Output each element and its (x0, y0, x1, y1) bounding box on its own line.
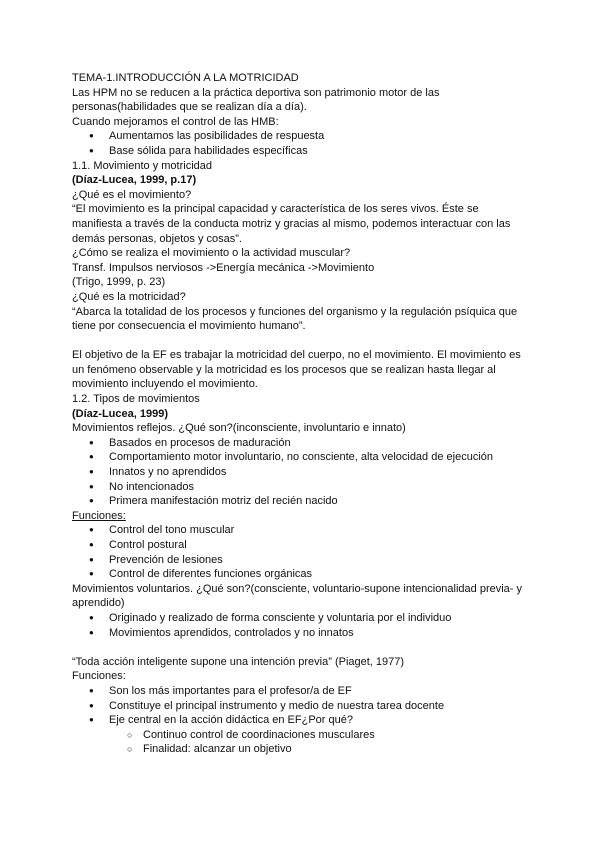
quote-motricity-line-2: tiene por consecuencia el movimiento humano”. (72, 320, 306, 333)
document-title: TEMA-1.INTRODUCCIÓN A LA MOTRICIDAD (72, 72, 299, 84)
list-item: ● Aumentamos las posibilidades de respuesta (72, 129, 532, 144)
trigo-citation: (Trigo, 1999, p. 23) (72, 276, 166, 289)
list-item: ○ Finalidad: alcanzar un objetivo (72, 742, 532, 757)
intro-bullet-list (72, 129, 532, 158)
list-item: ○ Continuo control de coordinaciones musculares (72, 728, 532, 743)
functions-label: Funciones: (72, 509, 126, 522)
piaget-quote: “Toda acción inteligente supone una intención previa” (Piaget, 1977) (72, 655, 405, 668)
list-item: ● Control de diferentes funciones orgánicas (72, 567, 532, 582)
section-2-heading: 1.2. Tipos de movimientos (72, 393, 200, 406)
sub-bullet-list (72, 728, 532, 757)
voluntary-functions-list (72, 684, 532, 728)
paragraph-gap (72, 640, 532, 655)
voluntary-movements-intro-2: aprendido) (72, 597, 125, 610)
question-movement: ¿Qué es el movimiento? (72, 188, 192, 201)
objective-line-2: un fenómeno observable y la motricidad es los procesos que se realizan hasta llegar al (72, 363, 496, 376)
document-page (72, 71, 532, 757)
quote-movement-line-1: “El movimiento es la principal capacidad y característica de los seres vivos. Éste se (72, 203, 479, 216)
question-muscle-activity: ¿Cómo se realiza el movimiento o la actividad muscular? (72, 247, 351, 260)
reflex-bullet-list (72, 436, 532, 509)
section-1-citation: (Díaz-Lucea, 1999, p.17) (72, 174, 197, 187)
section-2-citation: (Díaz-Lucea, 1999) (72, 407, 168, 420)
list-item: ● Originado y realizado de forma consciente y voluntaria por el individuo (72, 611, 532, 626)
intro-line-3: Cuando mejoramos el control de las HMB: (72, 115, 279, 128)
reflex-movements-intro: Movimientos reflejos. ¿Qué son?(inconsciente, involuntario e innato) (72, 422, 406, 435)
list-item: ● Primera manifestación motriz del recién nacido (72, 494, 532, 509)
quote-movement-line-2: manifiesta a través de la conducta motriz y gracias al mismo, podemos interactuar con las (72, 217, 511, 230)
objective-line-1: El objetivo de la EF es trabajar la motricidad del cuerpo, no el movimiento. El movimiento es (72, 349, 521, 362)
paragraph-gap (72, 334, 532, 349)
list-item: ● Basados en procesos de maduración (72, 436, 532, 451)
quote-motricity-line-1: “Abarca la totalidad de los procesos y funciones del organismo y la regulación psíquica que (72, 305, 518, 318)
transformation-line: Transf. Impulsos nerviosos ->Energía mecánica ->Movimiento (72, 261, 375, 274)
list-item: ● Prevención de lesiones (72, 553, 532, 568)
intro-line-2: personas(habilidades que se realizan día a día). (72, 101, 307, 114)
list-item: ● No intencionados (72, 480, 532, 495)
list-item: ● Base sólida para habilidades específicas (72, 144, 532, 159)
intro-line-1: Las HPM no se reducen a la práctica deportiva son patrimonio motor de las (72, 86, 440, 99)
list-item: ● Comportamiento motor involuntario, no consciente, alta velocidad de ejecución (72, 450, 532, 465)
reflex-functions-list (72, 523, 532, 581)
list-item: ● Son los más importantes para el profesor/a de EF (72, 684, 532, 699)
voluntary-movements-intro-1: Movimientos voluntarios. ¿Qué son?(consciente, voluntario-supone intencionalidad previa- y (72, 582, 523, 595)
quote-movement-line-3: demás personas, objetos y cosas”. (72, 232, 242, 245)
list-item: ● Innatos y no aprendidos (72, 465, 532, 480)
list-item: ● Eje central en la acción didáctica en EF¿Por qué? (72, 713, 532, 728)
objective-line-3: movimiento incluyendo el movimiento. (72, 378, 258, 391)
list-item: ● Control postural (72, 538, 532, 553)
section-1-heading: 1.1. Movimiento y motricidad (72, 159, 212, 172)
list-item: ● Movimientos aprendidos, controlados y no innatos (72, 626, 532, 641)
list-item: ● Control del tono muscular (72, 523, 532, 538)
question-motricity: ¿Qué es la motricidad? (72, 290, 186, 303)
voluntary-bullet-list (72, 611, 532, 640)
list-item: ● Constituye el principal instrumento y medio de nuestra tarea docente (72, 699, 532, 714)
functions-label-2: Funciones: (72, 670, 126, 683)
